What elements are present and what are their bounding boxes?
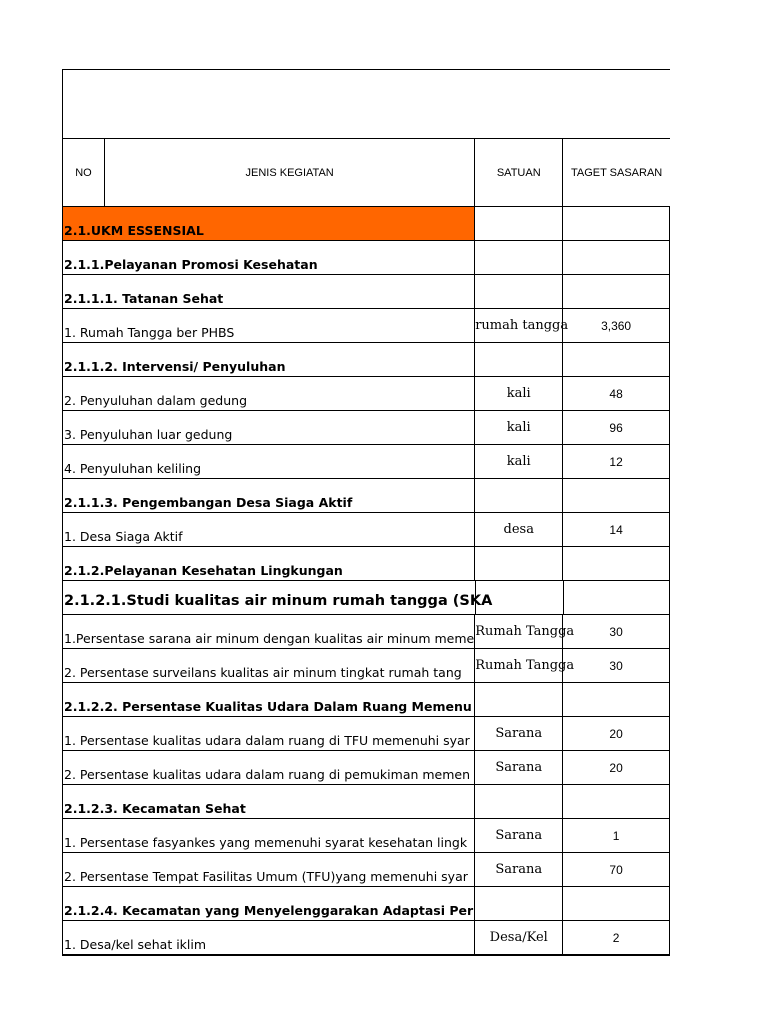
target-cell: 3,360 bbox=[562, 309, 670, 342]
target-cell: 1 bbox=[562, 819, 670, 852]
target-cell: 20 bbox=[562, 717, 670, 750]
kegiatan-cell: 2.1.1.1. Tatanan Sehat bbox=[64, 291, 224, 306]
kegiatan-cell: 1. Persentase fasyankes yang memenuhi syarat kesehatan lingk bbox=[64, 835, 468, 850]
table-row bbox=[63, 581, 670, 615]
kegiatan-cell: 2. Penyuluhan dalam gedung bbox=[64, 393, 248, 408]
satuan-cell bbox=[474, 887, 562, 920]
satuan-cell bbox=[474, 241, 562, 274]
satuan-cell bbox=[474, 785, 562, 818]
target-cell: 96 bbox=[562, 411, 670, 444]
header-target-sasaran: TAGET SASARAN bbox=[562, 139, 670, 206]
kegiatan-cell: 2.1.1.3. Pengembangan Desa Siaga Aktif bbox=[64, 495, 353, 510]
satuan-cell: Sarana bbox=[474, 717, 562, 750]
satuan-cell: Sarana bbox=[474, 751, 562, 784]
satuan-cell: Sarana bbox=[474, 853, 562, 886]
target-cell: 70 bbox=[562, 853, 670, 886]
kegiatan-cell: 1. Desa/kel sehat iklim bbox=[64, 937, 207, 952]
target-cell bbox=[562, 785, 670, 818]
table-row bbox=[63, 615, 670, 649]
title-row bbox=[63, 70, 670, 139]
satuan-cell: kali bbox=[474, 411, 562, 444]
target-cell: 20 bbox=[562, 751, 670, 784]
target-cell bbox=[562, 275, 670, 308]
table-row bbox=[63, 241, 670, 275]
satuan-cell: kali bbox=[474, 377, 562, 410]
satuan-cell: Desa/Kel bbox=[474, 921, 562, 954]
target-cell: 14 bbox=[562, 513, 670, 546]
kegiatan-cell: 1. Rumah Tangga ber PHBS bbox=[64, 325, 235, 340]
kegiatan-cell: 2.1.1.2. Intervensi/ Penyuluhan bbox=[64, 359, 286, 374]
header-no: NO bbox=[75, 166, 92, 179]
table-row bbox=[63, 683, 670, 717]
table-row bbox=[63, 819, 670, 853]
target-cell: 12 bbox=[562, 445, 670, 478]
target-cell bbox=[562, 479, 670, 512]
header-satuan: SATUAN bbox=[474, 139, 562, 206]
target-cell: 48 bbox=[562, 377, 670, 410]
satuan-cell bbox=[474, 479, 562, 512]
target-cell: 30 bbox=[562, 649, 670, 682]
header-jenis-kegiatan: JENIS KEGIATAN bbox=[104, 139, 474, 206]
satuan-cell bbox=[474, 547, 562, 580]
table-row bbox=[63, 377, 670, 411]
satuan-cell: rumah tangga bbox=[474, 309, 562, 342]
table-row bbox=[63, 309, 670, 343]
target-cell bbox=[562, 887, 670, 920]
target-cell: 30 bbox=[562, 615, 670, 648]
target-cell bbox=[562, 241, 670, 274]
header-row bbox=[63, 139, 670, 207]
table-row bbox=[63, 887, 670, 921]
kegiatan-cell: 2.1.2.Pelayanan Kesehatan Lingkungan bbox=[64, 563, 343, 578]
table-row bbox=[63, 207, 670, 241]
spreadsheet-table bbox=[62, 69, 670, 956]
table-row bbox=[63, 785, 670, 819]
satuan-cell bbox=[474, 343, 562, 376]
table-row bbox=[63, 853, 670, 887]
table-row bbox=[63, 479, 670, 513]
kegiatan-cell: 1. Persentase kualitas udara dalam ruang di TFU memenuhi syar bbox=[64, 733, 470, 748]
table-row bbox=[63, 513, 670, 547]
kegiatan-cell: 1. Desa Siaga Aktif bbox=[64, 529, 183, 544]
kegiatan-cell: 2. Persentase Tempat Fasilitas Umum (TFU)yang memenuhi syar bbox=[64, 869, 468, 884]
target-cell: 2 bbox=[562, 921, 670, 954]
kegiatan-cell: 2. Persentase surveilans kualitas air minum tingkat rumah tang bbox=[64, 665, 462, 680]
satuan-cell: Rumah Tangga bbox=[474, 615, 562, 648]
satuan-cell bbox=[474, 275, 562, 308]
satuan-cell: desa bbox=[474, 513, 562, 546]
target-cell bbox=[562, 343, 670, 376]
table-row bbox=[63, 411, 670, 445]
table-row bbox=[63, 275, 670, 309]
satuan-cell: Sarana bbox=[474, 819, 562, 852]
target-cell bbox=[562, 547, 670, 580]
table-row bbox=[63, 547, 670, 581]
satuan-cell: Rumah Tangga bbox=[474, 649, 562, 682]
satuan-cell bbox=[475, 581, 563, 614]
target-cell bbox=[562, 683, 670, 716]
kegiatan-cell: 4. Penyuluhan keliling bbox=[64, 461, 202, 476]
table-row bbox=[63, 649, 670, 683]
kegiatan-cell: 2.1.UKM ESSENSIAL bbox=[63, 207, 474, 240]
table-row bbox=[63, 751, 670, 785]
satuan-cell bbox=[474, 683, 562, 716]
table-row bbox=[63, 921, 670, 955]
target-cell bbox=[562, 207, 670, 240]
kegiatan-cell: 2. Persentase kualitas udara dalam ruang di pemukiman memen bbox=[64, 767, 471, 782]
kegiatan-cell: 2.1.2.2. Persentase Kualitas Udara Dalam Ruang Memenu bbox=[64, 699, 472, 714]
table-row bbox=[63, 445, 670, 479]
satuan-cell: kali bbox=[474, 445, 562, 478]
kegiatan-cell: 3. Penyuluhan luar gedung bbox=[64, 427, 233, 442]
kegiatan-cell: 1.Persentase sarana air minum dengan kualitas air minum meme bbox=[64, 631, 475, 646]
target-cell bbox=[563, 581, 670, 614]
kegiatan-cell: 2.1.2.1.Studi kualitas air minum rumah tangga (SKA bbox=[64, 593, 493, 609]
satuan-cell bbox=[474, 207, 562, 240]
kegiatan-cell: 2.1.1.Pelayanan Promosi Kesehatan bbox=[64, 257, 318, 272]
kegiatan-cell: 2.1.2.3. Kecamatan Sehat bbox=[64, 801, 246, 816]
table-row bbox=[63, 343, 670, 377]
kegiatan-cell: 2.1.2.4. Kecamatan yang Menyelenggarakan Adaptasi Per bbox=[64, 903, 474, 918]
table-row bbox=[63, 717, 670, 751]
